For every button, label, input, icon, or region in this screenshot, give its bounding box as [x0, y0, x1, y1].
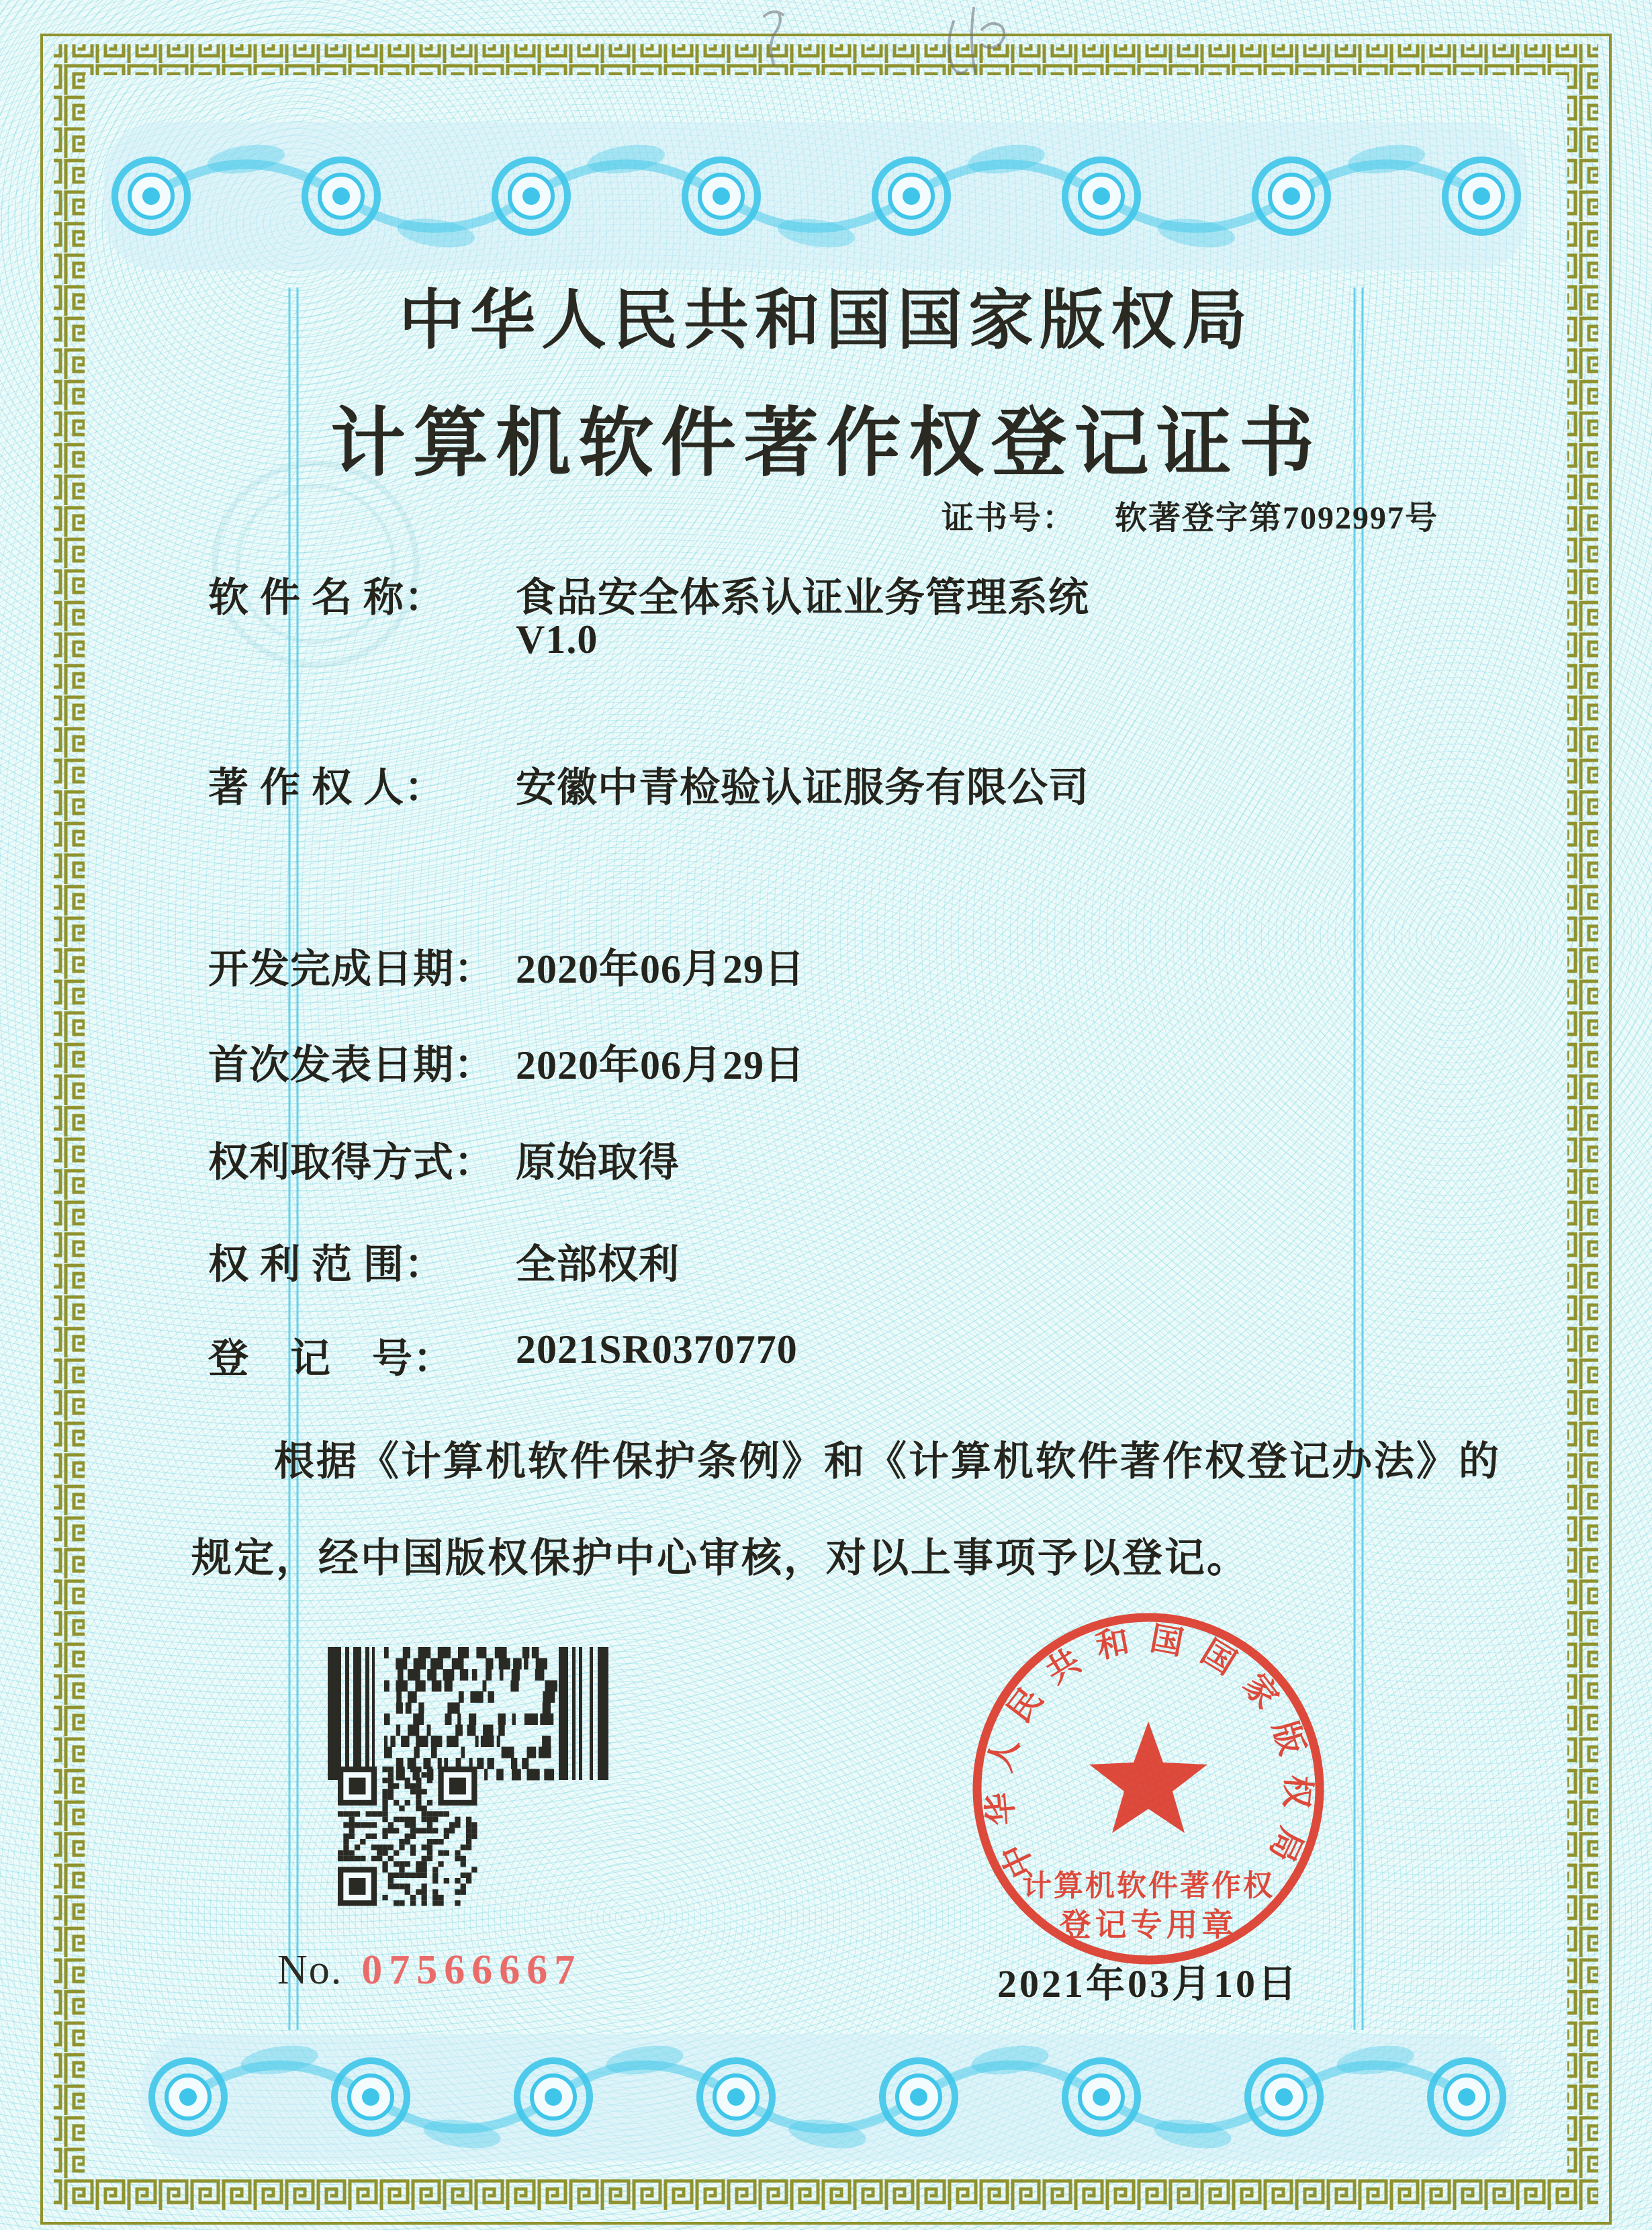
certificate-title: 计算机软件著作权登记证书	[330, 402, 1322, 486]
seal-star-icon	[1089, 1722, 1207, 1833]
field-value-rights-acquisition: 原始取得	[516, 1141, 680, 1185]
serial-line	[277, 1947, 582, 1994]
flourish-band-top	[104, 122, 1528, 270]
field-label-rights-acquisition: 权利取得方式：	[208, 1141, 495, 1185]
seal-inner-line2: 登记专用章	[1059, 1908, 1238, 1943]
field-value-registration-number: 2021SR0370770	[516, 1327, 798, 1372]
outer-frame-line	[42, 35, 1610, 2223]
field-value-first-publish-date: 2020年06月29日	[516, 1043, 805, 1087]
field-value-rights-scope: 全部权利	[516, 1243, 680, 1287]
statement-line1: 根据《计算机软件保护条例》和《计算机软件著作权登记办法》的	[274, 1439, 1501, 1484]
certificate-number-value: 软著登字第7092997号	[1114, 500, 1438, 536]
barcode	[328, 1647, 608, 1781]
field-label-dev-complete-date: 开发完成日期：	[208, 947, 495, 991]
qr-code	[338, 1767, 477, 1906]
field-value-copyright-owner: 安徽中青检验认证服务有限公司	[516, 766, 1089, 810]
field-label-registration-number: 登 记 号：	[208, 1337, 454, 1381]
seal-ring-text: 中华人民共和国国家版权局	[980, 1619, 1317, 1883]
field-value-software-name: 食品安全体系认证业务管理系统	[516, 576, 1089, 620]
field-label-rights-scope: 权 利 范 围：	[208, 1243, 445, 1287]
authority-title: 中华人民共和国国家版权局	[399, 285, 1253, 357]
field-label-first-publish-date: 首次发表日期：	[208, 1043, 495, 1087]
statement-line2: 规定，经中国版权保护中心审核，对以上事项予以登记。	[191, 1536, 1249, 1580]
certificate-number-line	[942, 492, 1438, 538]
issue-date: 2021年03月10日	[997, 1962, 1299, 2006]
serial-prefix: No.	[277, 1947, 343, 1993]
flourish-band-bottom	[141, 2034, 1514, 2161]
field-label-copyright-owner: 著 作 权 人：	[208, 766, 445, 810]
field-value-dev-complete-date: 2020年06月29日	[516, 947, 805, 991]
greek-key-border	[54, 44, 1598, 2210]
serial-number: 07566667	[361, 1947, 582, 1993]
embossed-seal	[215, 463, 416, 665]
seal-inner-line1: 计算机软件著作权	[1022, 1869, 1275, 1902]
official-seal	[977, 1617, 1320, 1960]
field-value-software-version: V1.0	[516, 617, 598, 662]
certificate-number-label: 证书号：	[941, 500, 1076, 536]
field-label-software-name: 软 件 名 称：	[208, 576, 445, 620]
